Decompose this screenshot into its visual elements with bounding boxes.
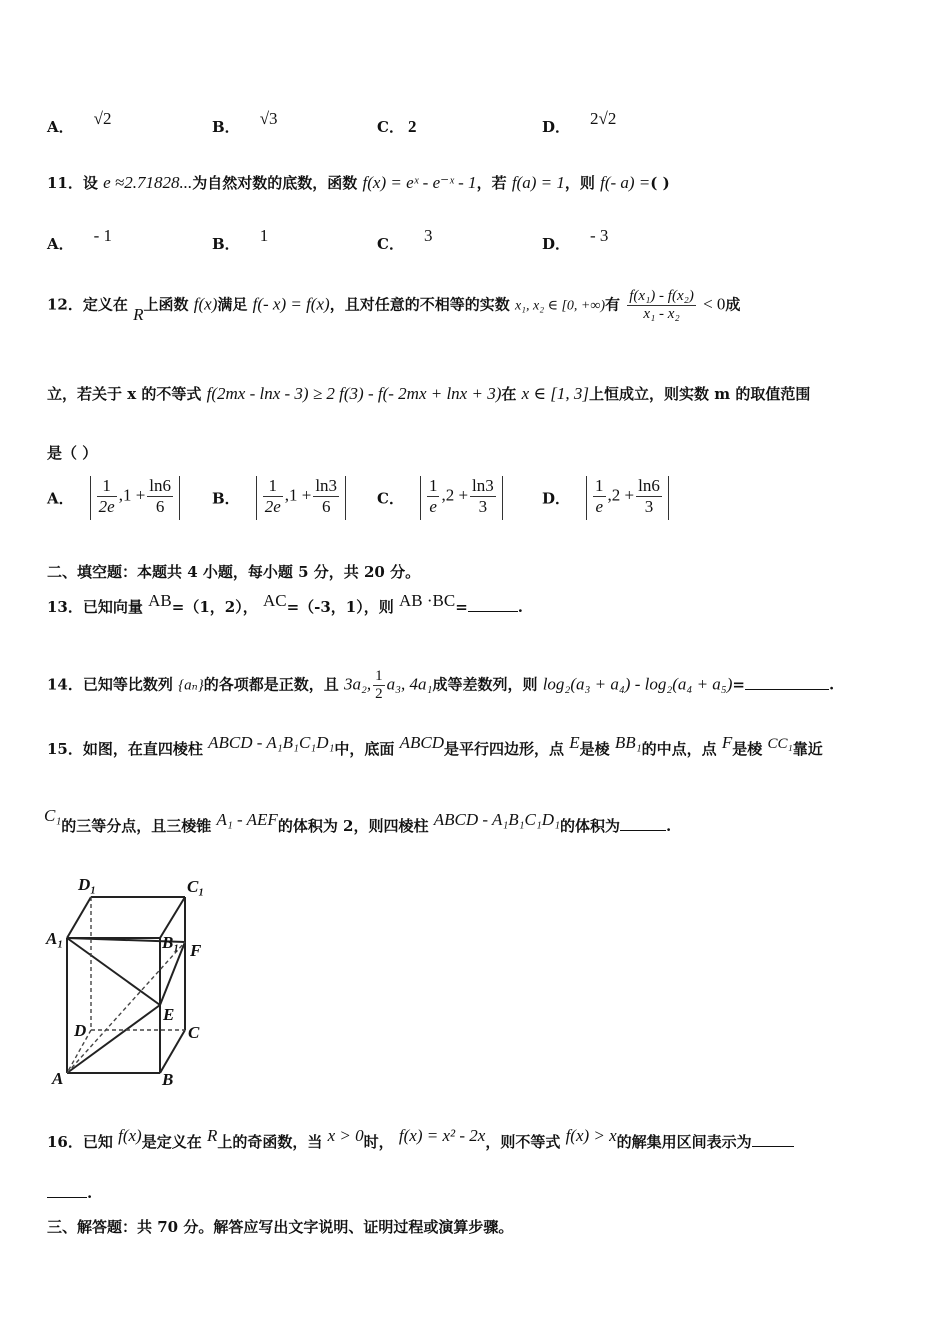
q16-math-def: f(x) = x² - 2x bbox=[398, 1126, 486, 1145]
q15-math-pyramid: A₁ - AEF bbox=[216, 810, 278, 829]
interval-sep: ,2 + bbox=[607, 485, 635, 505]
question-number: 15． bbox=[47, 740, 83, 758]
question-13 bbox=[47, 591, 523, 617]
q12-text: ，且对任意的不相等的实数 bbox=[329, 295, 510, 314]
fraction-numerator: 1 bbox=[97, 476, 117, 497]
q15-text: 的中点，点 bbox=[641, 740, 717, 758]
q15-math-base: ABCD bbox=[399, 733, 445, 752]
option-interval bbox=[256, 476, 346, 520]
question-12-line-1 bbox=[47, 288, 740, 323]
interval-sep: ,1 + bbox=[284, 485, 312, 505]
fraction-denominator: e bbox=[429, 497, 437, 516]
q15-text: 的体积为 2，则四棱柱 bbox=[277, 817, 429, 835]
q14-math-log: log₂(a₃ + a₄) - log₂(a₄ + a₅) bbox=[542, 674, 733, 694]
fraction bbox=[147, 476, 173, 517]
q15-math-prism: ABCD - A₁B₁C₁D₁ bbox=[433, 810, 560, 829]
q11-text: ，则 bbox=[564, 174, 595, 192]
q15-text: 是平行四边形，点 bbox=[444, 740, 565, 758]
question-16-line-2 bbox=[47, 1184, 92, 1202]
fraction-numerator: 1 bbox=[428, 476, 438, 495]
q16-text: 时， bbox=[363, 1133, 394, 1151]
q13-text: . bbox=[517, 598, 523, 616]
option-label: C． bbox=[377, 235, 404, 253]
option-value: 3 bbox=[423, 226, 433, 245]
q12-text: 满足 bbox=[217, 295, 248, 314]
question-15-line-2 bbox=[44, 806, 672, 836]
q12-text: 上恒成立，则实数 m 的取值范围 bbox=[589, 385, 811, 403]
q15-math-E: E bbox=[569, 733, 580, 752]
q12-text: 成 bbox=[725, 295, 741, 314]
question-number: 14． bbox=[47, 675, 83, 694]
answer-blank-continued[interactable] bbox=[47, 1196, 87, 1198]
q15-text: 靠近 bbox=[792, 740, 823, 758]
q14-text: 的各项都是正数，且 bbox=[203, 675, 339, 694]
option-label: A． bbox=[47, 118, 74, 136]
option-value: √3 bbox=[259, 109, 278, 128]
q10-option-a bbox=[47, 109, 112, 137]
q12-fraction bbox=[627, 288, 696, 323]
q12-option-b bbox=[212, 476, 346, 520]
option-value: 2 bbox=[407, 117, 417, 136]
q15-text: 是棱 bbox=[579, 740, 610, 758]
label-C1: C₁ bbox=[187, 877, 205, 896]
label-E: E bbox=[163, 1005, 175, 1024]
q15-math-prism: ABCD - A₁B₁C₁D₁ bbox=[208, 733, 335, 752]
q16-math-fx: f(x) bbox=[118, 1126, 142, 1145]
option-label: C． bbox=[377, 118, 404, 136]
q12-math-interval: x ∈ [1, 3] bbox=[521, 384, 589, 403]
q14-math-3a2: 3a₂, bbox=[343, 674, 372, 694]
q10-option-b bbox=[212, 109, 278, 137]
q12-math-inequality: f(2mx - lnx - 3) ≥ 2 f(3) - f(- 2mx + lnx + 3) bbox=[206, 384, 502, 403]
label-A1: A₁ bbox=[46, 929, 64, 948]
q13-dot-product: AB ·BC bbox=[398, 591, 456, 610]
q11-math-f: f(x) = eˣ - e⁻ˣ - 1 bbox=[362, 173, 477, 192]
q16-text: 已知 bbox=[82, 1133, 113, 1151]
option-label: C． bbox=[377, 489, 404, 508]
q10-option-c bbox=[377, 116, 416, 137]
q14-text: = bbox=[732, 675, 745, 694]
q11-math-f-neg-a: f(- a) = bbox=[600, 173, 651, 192]
fraction-denominator: 3 bbox=[644, 497, 654, 516]
option-value: 1 bbox=[259, 226, 269, 245]
fraction bbox=[427, 476, 440, 517]
q15-text: 中，底面 bbox=[334, 740, 395, 758]
fraction-numerator: ln6 bbox=[638, 476, 660, 495]
option-label: B． bbox=[212, 118, 240, 136]
q16-math-ineq: f(x) > x bbox=[565, 1126, 617, 1145]
q15-text: 的三等分点，且三棱锥 bbox=[61, 817, 212, 835]
question-number: 12． bbox=[47, 295, 83, 314]
q12-option-a bbox=[47, 476, 180, 520]
option-label: B． bbox=[212, 489, 240, 508]
fraction-numerator: ln6 bbox=[149, 476, 172, 495]
q12-text: 上函数 bbox=[143, 295, 189, 314]
option-label: D． bbox=[542, 489, 571, 508]
q11-paren: ( ) bbox=[650, 174, 670, 192]
section-fill-in-heading: 二、填空题：本题共 4 小题，每小题 5 分，共 20 分。 bbox=[47, 563, 421, 581]
q11-option-a bbox=[47, 226, 113, 254]
q15-text: 如图，在直四棱柱 bbox=[82, 740, 203, 758]
q12-text: 定义在 bbox=[82, 295, 128, 314]
fraction-denominator: 3 bbox=[478, 497, 488, 516]
question-14 bbox=[47, 668, 834, 703]
option-label: A． bbox=[47, 235, 74, 253]
label-D1: D₁ bbox=[78, 875, 97, 894]
fraction-denominator: 6 bbox=[321, 497, 331, 516]
q12-text: 立，若关于 x 的不等式 bbox=[47, 385, 202, 403]
prism-figure bbox=[40, 870, 220, 1090]
q16-text: 是定义在 bbox=[141, 1133, 202, 1151]
fraction-denominator: 2e bbox=[264, 497, 281, 516]
question-12-line-3 bbox=[47, 442, 97, 463]
answer-blank[interactable] bbox=[752, 1145, 794, 1147]
q16-text: . bbox=[87, 1184, 93, 1202]
fraction-numerator: f(x₁) - f(x₂) bbox=[629, 288, 694, 304]
option-label: D． bbox=[542, 118, 571, 136]
q13-vector-ac: AC bbox=[262, 591, 287, 610]
question-12-line-2 bbox=[47, 383, 810, 404]
q12-math-even: f(- x) = f(x) bbox=[252, 294, 330, 314]
fraction bbox=[97, 476, 117, 517]
option-interval bbox=[586, 476, 669, 520]
edge-c1b1 bbox=[160, 897, 185, 938]
option-label: B． bbox=[212, 235, 240, 253]
label-C: C bbox=[188, 1023, 200, 1042]
q11-math-e: e ≈2.71828... bbox=[103, 173, 193, 192]
edge-bc bbox=[160, 1030, 185, 1073]
q16-math-cond: x > 0 bbox=[327, 1126, 364, 1145]
q12-text: 是（ ） bbox=[47, 444, 98, 462]
edge-a1e bbox=[67, 938, 160, 1005]
q12-math-R: R bbox=[133, 304, 144, 324]
option-label: D． bbox=[542, 235, 571, 253]
q15-math-CC1: CC₁ bbox=[767, 736, 793, 752]
q14-fraction bbox=[373, 668, 385, 703]
fraction-numerator: ln3 bbox=[472, 476, 494, 495]
q15-text: 是棱 bbox=[732, 740, 763, 758]
label-D: D bbox=[74, 1021, 87, 1040]
label-B1: B₁ bbox=[162, 933, 180, 952]
interval-sep: ,2 + bbox=[441, 485, 469, 505]
q11-math-fa: f(a) = 1 bbox=[511, 173, 565, 192]
q12-option-d bbox=[542, 476, 669, 520]
section-answer-heading: 三、解答题：共 70 分。解答应写出文字说明、证明过程或演算步骤。 bbox=[47, 1218, 514, 1236]
question-number: 11． bbox=[47, 174, 83, 192]
fraction bbox=[313, 476, 339, 517]
question-11 bbox=[47, 172, 670, 193]
fraction-denominator: 2 bbox=[375, 686, 383, 702]
question-number: 13． bbox=[47, 598, 83, 616]
fraction-denominator: 2e bbox=[98, 497, 115, 516]
fraction bbox=[636, 476, 662, 517]
q11-option-b bbox=[212, 226, 269, 254]
q15-math-F: F bbox=[721, 733, 733, 752]
fraction-numerator: 1 bbox=[263, 476, 283, 497]
q11-text: 设 bbox=[82, 174, 98, 192]
q16-text: 上的奇函数，当 bbox=[217, 1133, 323, 1151]
q14-text: . bbox=[828, 675, 835, 694]
question-number: 16． bbox=[47, 1133, 83, 1151]
q11-option-c bbox=[377, 226, 433, 254]
q14-math-seq: {aₙ} bbox=[178, 677, 204, 694]
q16-text: 的解集用区间表示为 bbox=[616, 1133, 752, 1151]
fraction-denominator: x₁ - x₂ bbox=[643, 306, 680, 322]
answer-blank[interactable] bbox=[468, 610, 518, 612]
answer-blank[interactable] bbox=[620, 829, 666, 831]
answer-blank[interactable] bbox=[745, 688, 829, 690]
fraction bbox=[593, 476, 606, 517]
option-value: - 1 bbox=[93, 226, 113, 245]
fraction-numerator: 1 bbox=[595, 476, 604, 495]
q12-text: 在 bbox=[501, 385, 517, 403]
interval-sep: ,1 + bbox=[118, 485, 146, 505]
fraction-denominator: e bbox=[595, 497, 604, 516]
fraction bbox=[263, 476, 283, 517]
q14-text: 已知等比数列 bbox=[82, 675, 173, 694]
edge-d1a1 bbox=[67, 897, 91, 938]
question-16-line-1 bbox=[47, 1126, 794, 1152]
q12-math-domain: x₁, x₂ ∈ [0, +∞) bbox=[514, 298, 606, 314]
q16-text: ，则不等式 bbox=[485, 1133, 561, 1151]
fraction bbox=[470, 476, 496, 517]
q15-math-C1: C₁ bbox=[44, 806, 62, 825]
q16-math-R: R bbox=[206, 1126, 218, 1145]
q12-math-lt0: < 0 bbox=[703, 294, 726, 314]
fraction-numerator: 1 bbox=[375, 668, 383, 684]
option-value: - 3 bbox=[590, 226, 609, 245]
q15-text: 的体积为 bbox=[559, 817, 620, 835]
option-value: 2√2 bbox=[590, 109, 617, 128]
fraction-numerator: ln3 bbox=[315, 476, 338, 495]
fraction-denominator: 6 bbox=[155, 497, 165, 516]
q15-text: . bbox=[666, 817, 672, 835]
q13-text: 已知向量 bbox=[82, 598, 143, 616]
q14-math-a3-4a1: a₃, 4a₁ bbox=[386, 674, 433, 694]
q13-text: =（1，2）， bbox=[171, 598, 258, 616]
q11-text: 为自然对数的底数，函数 bbox=[192, 174, 358, 192]
q12-math-fx: f(x) bbox=[193, 294, 218, 314]
q13-text: =（-3，1），则 bbox=[286, 598, 394, 616]
q13-text: = bbox=[455, 598, 468, 616]
option-value: √2 bbox=[93, 109, 112, 128]
option-interval bbox=[420, 476, 503, 520]
q10-option-d bbox=[542, 109, 617, 137]
q14-text: 成等差数列，则 bbox=[432, 675, 538, 694]
label-A: A bbox=[52, 1069, 64, 1088]
q13-vector-ab: AB bbox=[148, 591, 172, 610]
label-F: F bbox=[190, 941, 202, 960]
q12-option-c bbox=[377, 476, 503, 520]
q11-text: ，若 bbox=[476, 174, 507, 192]
q11-option-d bbox=[542, 226, 609, 254]
q15-math-BB1: BB₁ bbox=[614, 733, 642, 752]
q12-text: 有 bbox=[605, 295, 621, 314]
option-interval bbox=[90, 476, 180, 520]
option-label: A． bbox=[47, 489, 74, 508]
label-B: B bbox=[162, 1070, 174, 1089]
question-15-line-1 bbox=[47, 733, 823, 759]
